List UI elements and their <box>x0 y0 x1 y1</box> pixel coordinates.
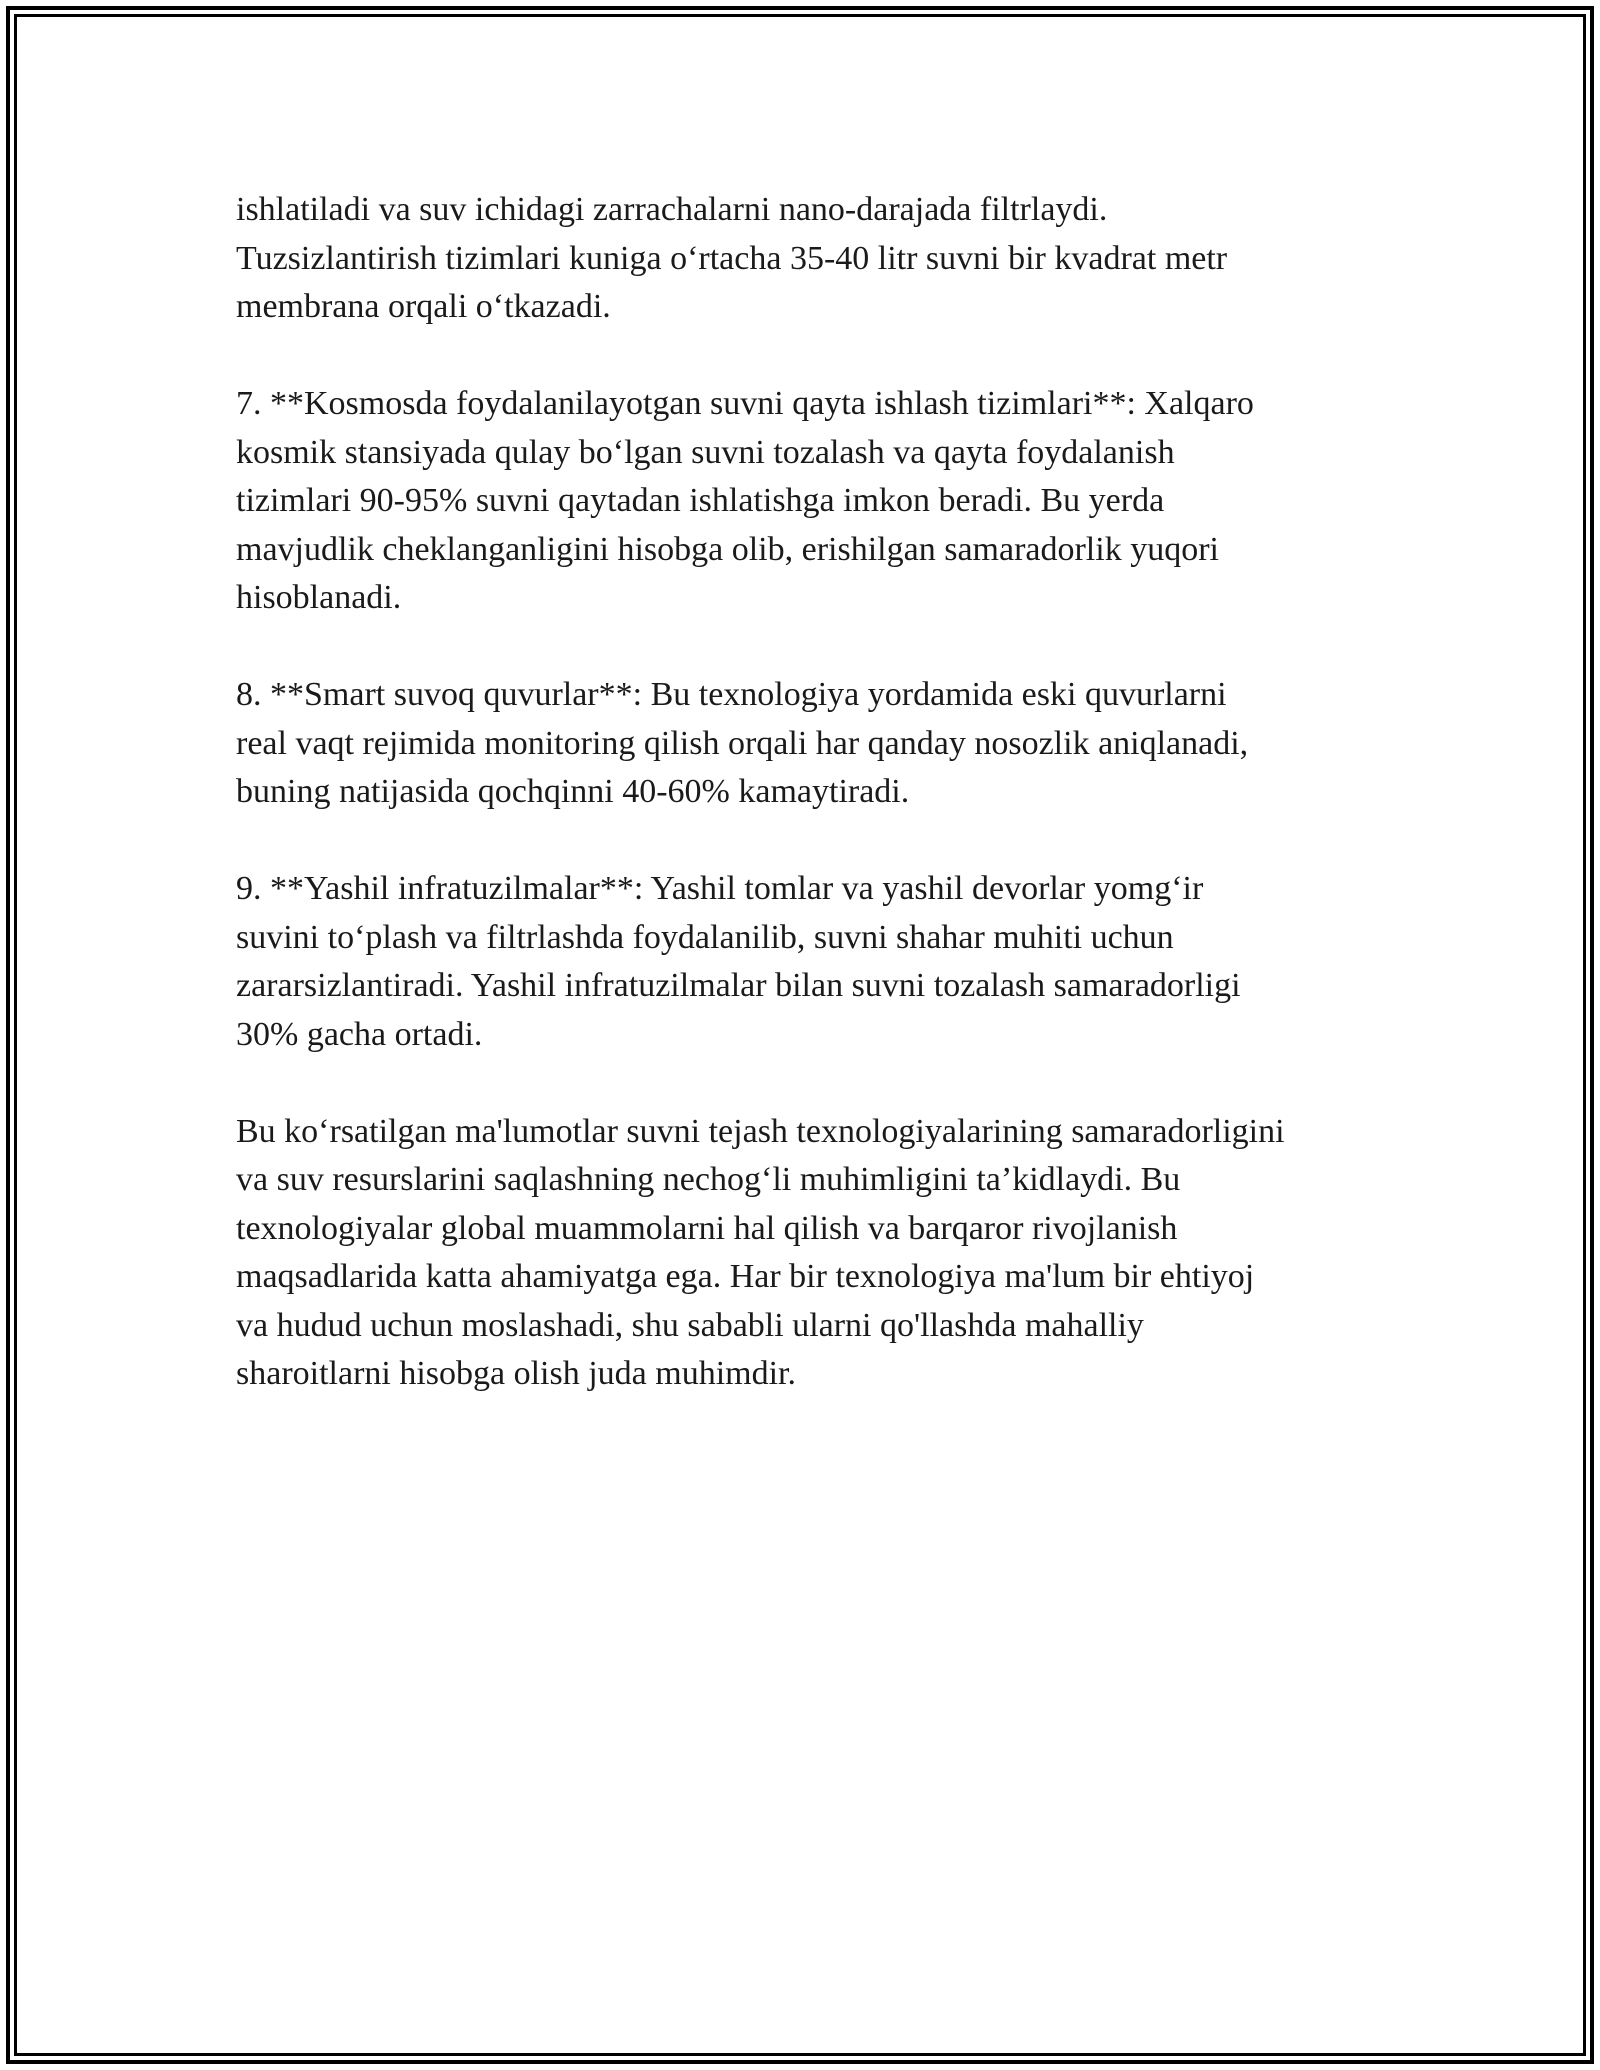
text-line: maqsadlarida katta ahamiyatga ega. Har bir texnologiya ma'lum bir ehtiyoj <box>236 1258 1255 1295</box>
text-line: kosmik stansiyada qulay bo‘lgan suvni tozalash va qayta foydalanish <box>236 433 1175 471</box>
text-line: membrana orqali o‘tkazadi. <box>236 288 611 325</box>
text-line: real vaqt rejimida monitoring qilish orqali har qanday nosozlik aniqlanadi, <box>236 724 1249 762</box>
text-line: tizimlari 90-95% suvni qaytadan ishlatishga imkon beradi. Bu yerda <box>236 482 1165 519</box>
paragraph-conclusion <box>236 1108 1386 1399</box>
text-line: 30% gacha ortadi. <box>236 1015 483 1053</box>
paragraph-item-7 <box>236 380 1386 623</box>
text-line: 8. **Smart suvoq quvurlar**: Bu texnologiya yordamida eski quvurlarni <box>236 676 1227 713</box>
text-line: Tuzsizlantirish tizimlari kuniga o‘rtacha 35-40 litr suvni bir kvadrat metr <box>236 239 1228 277</box>
text-line: hisoblanadi. <box>236 579 402 616</box>
paragraph-item-8 <box>236 671 1386 817</box>
paragraph-desalination-continued <box>236 186 1386 332</box>
text-line: suvini to‘plash va filtrlashda foydalanilib, suvni shahar muhiti uchun <box>236 918 1174 956</box>
text-line: texnologiyalar global muammolarni hal qilish va barqaror rivojlanish <box>236 1209 1178 1247</box>
document-body <box>236 186 1386 1447</box>
paragraph-item-9 <box>236 865 1386 1059</box>
text-line: 9. **Yashil infratuzilmalar**: Yashil tomlar va yashil devorlar yomg‘ir <box>236 870 1204 907</box>
text-line: ishlatiladi va suv ichidagi zarrachalarni nano-darajada filtrlaydi. <box>236 191 1108 228</box>
text-line: Bu ko‘rsatilgan ma'lumotlar suvni tejash texnologiyalarining samaradorligini <box>236 1112 1285 1150</box>
text-line: va suv resurslarini saqlashning nechog‘li muhimligini ta’kidlaydi. Bu <box>236 1161 1181 1198</box>
text-line: sharoitlarni hisobga olish juda muhimdir. <box>236 1355 797 1392</box>
text-line: buning natijasida qochqinni 40-60% kamaytiradi. <box>236 773 910 810</box>
text-line: 7. **Kosmosda foydalanilayotgan suvni qayta ishlash tizimlari**: Xalqaro <box>236 385 1254 422</box>
text-line: va hudud uchun moslashadi, shu sababli ularni qo'llashda mahalliy <box>236 1306 1144 1344</box>
text-line: zararsizlantiradi. Yashil infratuzilmalar bilan suvni tozalash samaradorligi <box>236 967 1241 1004</box>
text-line: mavjudlik cheklanganligini hisobga olib, erishilgan samaradorlik yuqori <box>236 530 1219 568</box>
